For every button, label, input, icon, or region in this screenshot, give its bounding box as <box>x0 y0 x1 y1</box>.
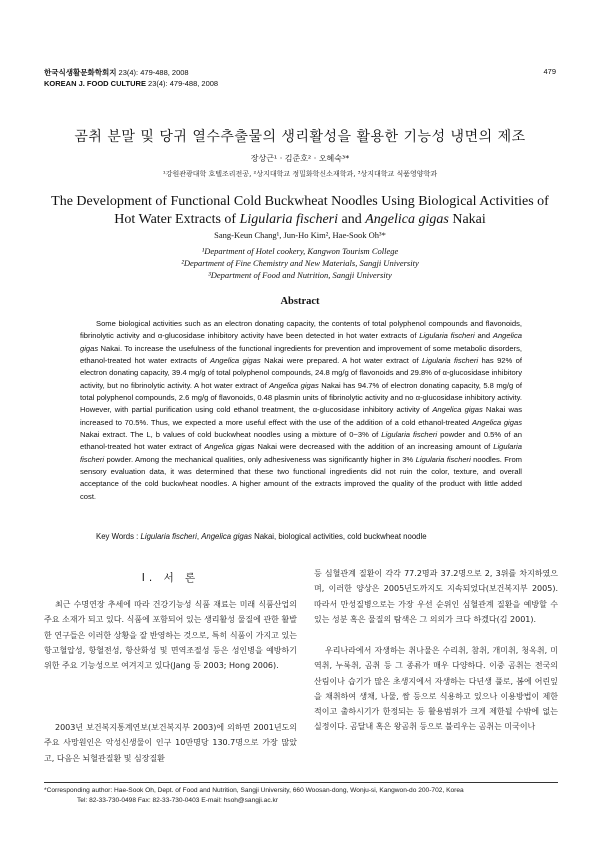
page-number: 479 <box>543 67 556 76</box>
abstract-body: Some biological activities such as an electron donating capacity, the contents of total polyphenol compounds and flavonoids, fibrinolytic activity and α-glucosidase inhibitory activity have been detected in hot water extracts of Ligularia fischeri and Angelica gigas Nakai. To increase the usefulness of the functional ingredients for prevention and improvement of some metabolic disorders, ethanol-treated hot water extracts of Angelica gigas Nakai were prepared. A hot water extract of Ligularia fischeri has 92% of electron donating capacity, 39.4 mg/g of total polyphenol compounds, 24.8 mg/g of flavonoids and 29.8% of α-glucosidase inhibitory activity, but no fibrinolytic activity. A hot water extract of Angelica gigas Nakai has 94.7% of electron donating capacity, 5.8 mg/g of total polyphenol compounds, 2.6 mg/g of flavonoids, 0.48 plasmin units of fibrinolytic activity and no α-glucosidase inhibitory activity. However, with partial purification using cold ethanol treatment, the α-glucosidase inhibitory activity of Angelica gigas Nakai was increased to 70.5%. Thus, we expected a more useful effect with the use of the addition of a cold ethanol-treated Angelica gigas Nakai extract. The L, b values of cold buckwheat noodles using a mixture of 0~3% of Ligularia fischeri powder and 0.5% of an ethanol-treated hot water extract of Angelica gigas Nakai were decreased with the addition of an increasing amount of Ligularia fischeri powder. Among the mechanical qualities, only adhesiveness was significantly higher in 3% Ligularia fischeri noodles. From sensory evaluation data, it was determined that these two functional ingredients did not ruin the color, texture, and overall acceptance of the cold buckwheat noodles. A higher amount of the extracts improved the quality of the product with little added cost. <box>80 319 523 501</box>
affiliation-1: ¹Department of Hotel cookery, Kangwon Tourism College <box>201 246 399 256</box>
journal-header-en: KOREAN J. FOOD CULTURE 23(4): 479-488, 2008 <box>44 79 219 88</box>
section-heading-introduction: I. 서 론 <box>141 572 200 584</box>
keywords-label: Key Words : <box>96 532 139 541</box>
corresponding-author-footnote: *Corresponding author: Hae-Sook Oh, Dept. of Food and Nutrition, Sangji University, 660 Woosan-dong, Wonju-si, Kangwon-do 200-702, Korea Tel: 82-33-730-0498 Fax: 82-33-730-0403 E-mail: hsoh@sangji.ac.kr <box>44 787 464 804</box>
title-korean: 곰취 분말 및 당귀 열수추출물의 생리활성을 활용한 기능성 냉면의 제조 <box>74 129 526 145</box>
journal-header <box>44 67 218 89</box>
title-english <box>0 193 600 229</box>
affiliations-korean: ¹강원관광대학 호텔조리전공, ²상지대학교 정밀화학신소재학과, ³상지대학교 식품영양학과 <box>162 170 438 178</box>
title-english-line2: Hot Water Extracts of Ligularia fischeri and Angelica gigas Nakai <box>114 212 486 227</box>
abstract-heading: Abstract <box>280 296 320 307</box>
body-right-paragraph-1: 등 심혈관계 질환이 각각 77.2명과 37.2명으로 2, 3위를 차지하였으며, 이러한 양상은 2005년도까지도 지속되었다(보건복지부 2005). 따라서 만성질병으로는 가장 우선 순위인 심혈관계 질환을 예방할 수 있는 성분 혹은 물질의 탐색은 그 의의가 크다 하겠다(김 2001). <box>314 569 558 624</box>
affiliation-2: ²Department of Fine Chemistry and New Materials, Sangji University <box>181 258 419 268</box>
journal-header-ko: 한국식생활문화학회지 23(4): 479-488, 2008 <box>44 68 189 77</box>
authors-english: Sang-Keun Chang¹, Jun-Ho Kim², Hae-Sook Oh³* <box>214 230 386 240</box>
affiliations-english <box>0 245 600 281</box>
body-left-paragraph-2: 2003년 보건복지통계연보(보건복지부 2003)에 의하면 2001년도의 주요 사망원인은 악성신생물이 인구 10만명당 130.7명으로 가장 많았고, 다음은 뇌혈관질환 및 심장질환 <box>44 723 297 763</box>
footnote-divider <box>44 782 558 783</box>
body-left-paragraph-1: 최근 수명연장 추세에 따라 건강기능성 식품 재료는 미래 식품산업의 주요 소재가 되고 있다. 식품에 포함되어 있는 생리활성 물질에 관한 활발한 연구들은 이러한 상황을 잘 반영하는 것으로, 특히 식품이 가지고 있는 항고혈압성, 항혈전성, 항산화성 및 면역조절성 등은 성인병을 예방하기 위한 주요 기능성으로 여겨지고 있다(Jang 등 2003; Hong 2006). <box>44 600 297 671</box>
body-right-paragraph-2: 우리나라에서 자생하는 취나물은 수리취, 참취, 개미취, 청옥취, 미역취, 누룩취, 곰취 등 그 종류가 매우 다양하다. 이중 곰취는 전국의 산림이나 습기가 많은 초생지에서 자생하는 다년생 풀로, 봄에 어린잎을 채취하여 생채, 나물, 쌈 등으로 식용하고 있으나 이용방법이 제한적이고 출하시기가 한정되는 등 활용범위가 크게 제한될 수밖에 없는 실정이다. 곰달내 혹은 왕곰취 등으로 불리우는 곰취는 미국이나 <box>314 646 558 732</box>
affiliation-3: ³Department of Food and Nutrition, Sangji University <box>208 270 392 280</box>
keywords: Key Words : Ligularia fischeri, Angelica gigas Nakai, biological activities, cold buckwheat noodle <box>96 532 427 541</box>
title-english-line1: The Development of Functional Cold Buckwheat Noodles Using Biological Activities of <box>51 194 549 209</box>
authors-korean: 장상근¹ · 김준호² · 오혜숙³* <box>250 154 350 163</box>
